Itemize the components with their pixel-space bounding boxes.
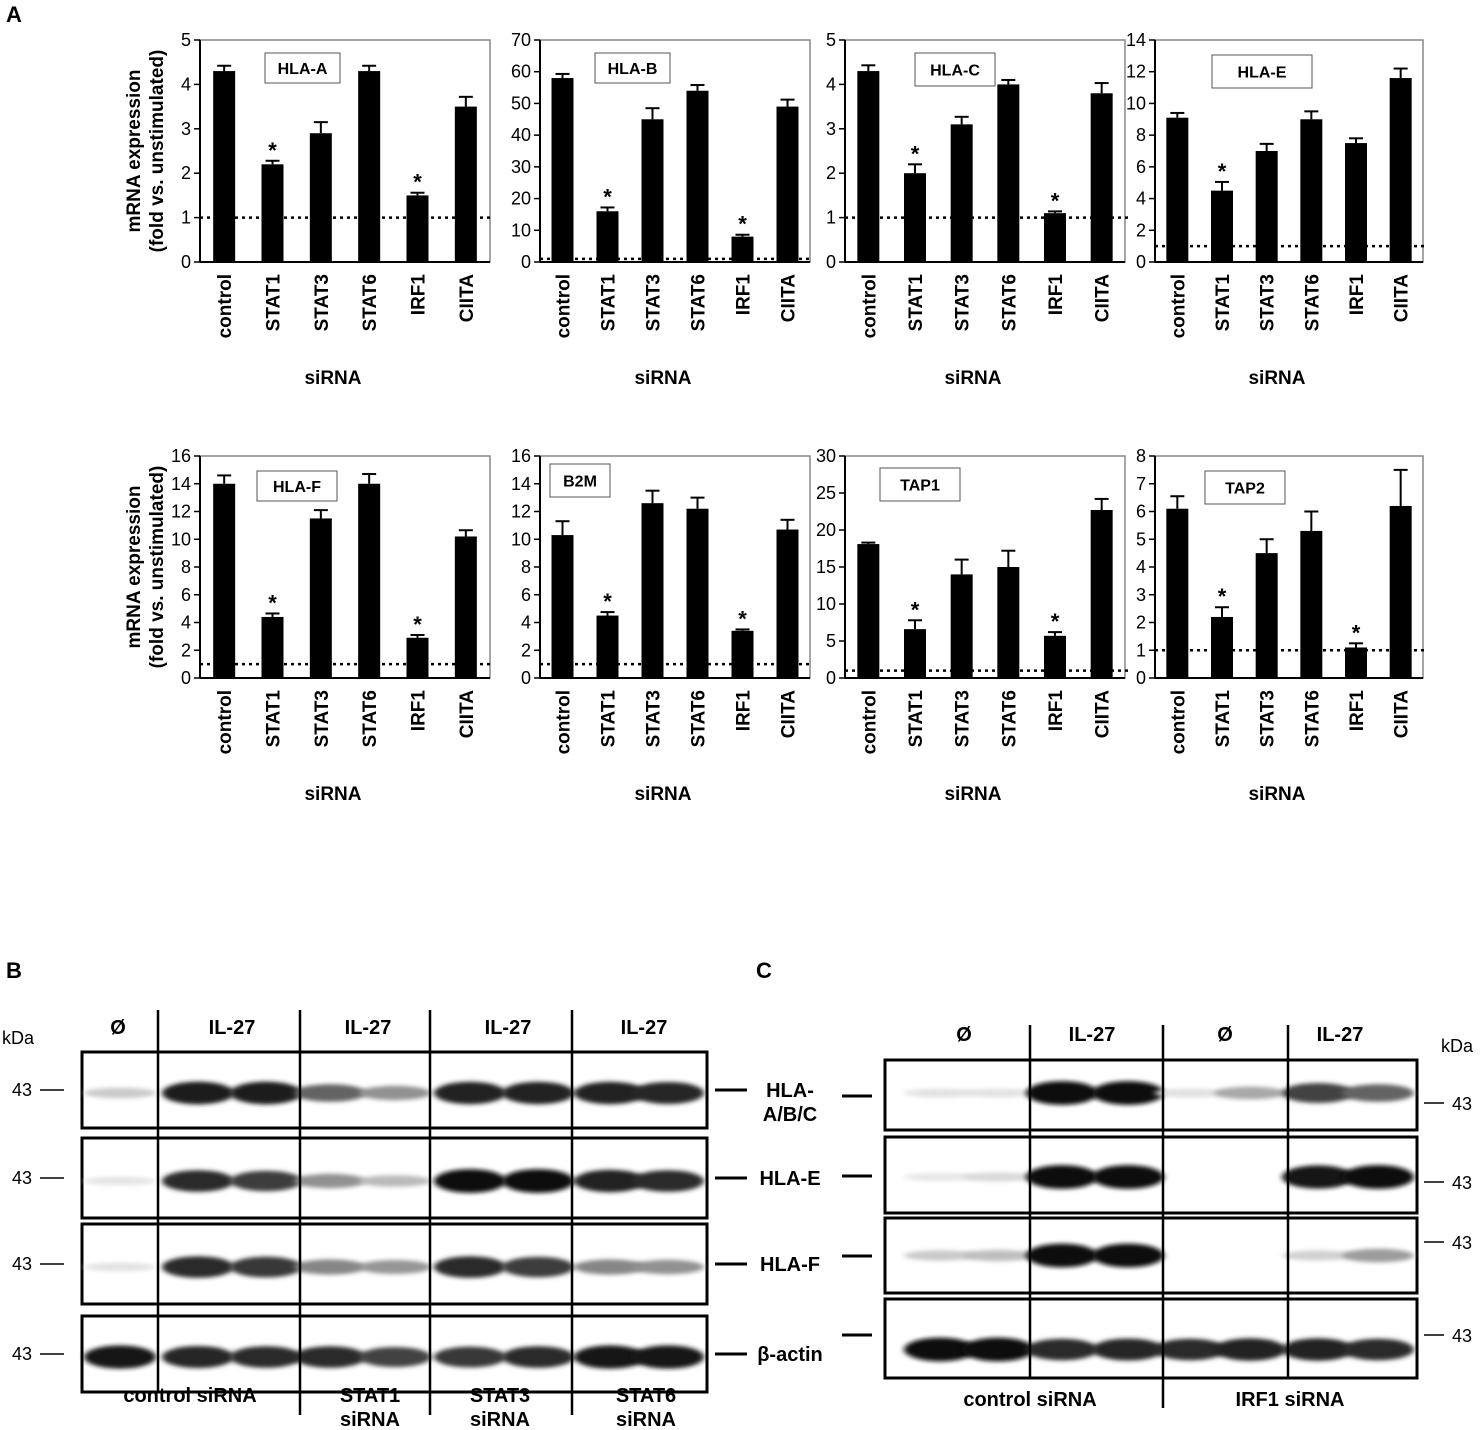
protein-label: A/B/C [762,1104,818,1126]
x-tick-label: control [1168,274,1190,339]
lane-header: IL-27 [208,1017,256,1039]
x-tick-label: control [553,274,575,339]
bar-irf1 [407,195,429,262]
x-tick-label: STAT6 [999,273,1021,332]
marker-label: 43 [11,1168,32,1188]
bar-stat3 [951,574,973,678]
x-tick-label: STAT6 [1302,690,1324,748]
protein-label: HLA- [766,1080,814,1102]
marker-label: 43 [11,1254,32,1274]
y-tick-label: 3 [825,118,836,139]
bar-control [857,544,879,678]
y-tick-label: 12 [510,501,531,522]
x-tick-label: IRF1 [408,690,430,732]
x-tick-label: CIITA [778,274,800,323]
bar-stat3 [1256,553,1278,678]
blot-band [1092,1244,1164,1268]
x-tick-label: STAT1 [906,274,927,332]
x-tick-label: control [859,690,881,755]
bar-stat6 [687,91,709,262]
blot-band [1026,1081,1098,1105]
y-tick-label: 20 [815,520,836,540]
bar-stat1 [262,617,284,678]
bar-ciita [1390,78,1412,262]
western-blot-panel-b [2,1010,823,1430]
group-label: STAT6 [615,1385,677,1407]
lane-header: IL-27 [484,1017,532,1039]
y-tick-label: 15 [815,557,836,577]
group-label: STAT1 [339,1385,401,1407]
x-tick-label: control [1168,690,1190,755]
x-tick-label: IRF1 [1046,274,1067,316]
y-tick-label: 5 [825,631,836,651]
x-tick-label: CIITA [456,274,478,323]
bar-stat3 [310,518,332,678]
chart-b2m [511,446,813,805]
y-tick-label: 0 [520,668,531,688]
bar-stat6 [997,84,1019,262]
blot-band [434,1256,506,1278]
y-tick-label: 10 [510,529,531,550]
bar-irf1 [407,638,429,678]
x-tick-label: STAT1 [1213,274,1234,332]
blot-band [502,1346,574,1368]
significance-marker: * [603,184,612,210]
bar-stat6 [1300,531,1322,678]
y-tick-label: 40 [510,125,531,146]
x-tick-label: CIITA [1391,274,1413,323]
y-tick-label: 16 [170,446,191,466]
group-label: IRF1 siRNA [1235,1389,1345,1411]
y-tick-label: 14 [510,473,531,494]
y-tick-label: 3 [180,118,191,139]
y-tick-label: 5 [1135,529,1146,550]
y-tick-label: 0 [825,252,836,272]
bar-stat1 [1211,617,1233,678]
y-tick-label: 5 [180,30,191,50]
y-tick-label: 10 [1125,93,1146,114]
y-tick-label: 4 [180,74,191,95]
y-tick-label: 0 [520,252,531,272]
x-tick-label: STAT6 [688,690,710,748]
significance-marker: * [1217,158,1227,184]
lane-header: IL-27 [344,1017,392,1039]
bar-irf1 [1044,213,1066,262]
y-tick-label: 4 [520,612,531,633]
x-axis-label: siRNA [1248,784,1306,805]
marker-label: 43 [1452,1173,1473,1193]
group-label: siRNA [615,1409,677,1430]
blot-band [359,1086,431,1100]
bar-stat3 [310,133,332,262]
bar-stat1 [597,616,619,678]
panel-label-b: B [6,958,22,983]
x-axis-label: siRNA [944,784,1002,805]
blot-band [359,1260,431,1274]
y-tick-label: 14 [1125,30,1146,50]
x-tick-label: IRF1 [1347,690,1368,732]
bar-irf1 [1345,647,1367,678]
bar-control [213,71,235,262]
blot-band [359,1175,431,1187]
significance-marker: * [738,211,747,237]
x-tick-label: STAT3 [1257,690,1279,748]
chart-hla-b [511,30,813,389]
significance-marker: * [910,141,920,167]
marker-label: 43 [11,1344,32,1364]
blot-band [1092,1338,1164,1360]
chart-title: HLA-B [607,61,658,78]
x-tick-label: STAT1 [263,274,285,332]
bar-irf1 [1345,143,1367,262]
blot-band [294,1259,366,1274]
panel-label-c: C [756,958,772,983]
group-label: control siRNA [123,1385,257,1407]
y-tick-label: 10 [815,594,836,614]
plot-frame [200,456,490,678]
blot-band [1092,1165,1164,1189]
y-tick-label: 6 [520,584,531,605]
chart-title: TAP2 [1225,480,1265,498]
bar-control [552,535,574,678]
blot-band [434,1169,506,1193]
blot-band [434,1347,506,1368]
significance-marker: * [413,169,422,195]
lane-header: IL-27 [1068,1024,1116,1046]
blot-band [230,1257,302,1278]
x-tick-label: STAT3 [643,274,665,332]
y-tick-label: 0 [1135,668,1146,688]
y-tick-label: 20 [510,188,531,209]
y-tick-label: 2 [520,640,531,661]
bar-control [213,484,235,678]
y-tick-label: 0 [825,668,836,688]
y-tick-label: 8 [180,557,191,577]
blot-band [230,1346,302,1368]
significance-marker: * [413,611,422,637]
x-tick-label: STAT1 [906,690,927,748]
bar-ciita [777,107,799,262]
x-tick-label: STAT1 [598,274,620,332]
bar-stat3 [642,119,664,262]
blot-band [1092,1081,1164,1105]
blot-band [1214,1338,1286,1360]
significance-marker: * [268,137,277,163]
chart-title: HLA-F [273,479,321,496]
x-tick-label: IRF1 [733,690,755,732]
bar-stat6 [687,509,709,678]
y-tick-label: 70 [510,30,531,50]
group-label: STAT3 [469,1385,531,1407]
x-tick-label: IRF1 [1046,690,1067,732]
y-tick-label: 8 [520,557,531,577]
bar-control [1166,118,1188,262]
bar-ciita [455,536,477,678]
blot-band [1026,1165,1098,1189]
lane-header: IL-27 [620,1017,668,1039]
chart-title: TAP1 [900,477,940,495]
bar-ciita [1091,93,1113,262]
lane-header: IL-27 [1316,1024,1364,1046]
blot-band [294,1084,366,1102]
blot-band [84,1345,156,1368]
blot-band [502,1169,574,1193]
blot-band [962,1250,1034,1261]
bar-ciita [777,530,799,678]
y-tick-label: 4 [825,74,836,95]
chart-title: HLA-A [277,61,328,78]
kda-label: kDa [1441,1036,1474,1056]
blot-band [632,1170,704,1192]
plot-frame [200,40,490,262]
x-axis-label: siRNA [304,368,362,389]
blot-row [885,1299,1417,1378]
lane-header: Ø [1217,1024,1233,1046]
chart-title: B2M [563,473,597,491]
y-tick-label: 4 [180,612,191,633]
chart-tap2 [1136,446,1426,805]
x-tick-label: STAT6 [1302,274,1324,332]
significance-marker: * [1351,620,1361,646]
x-axis-label: siRNA [634,784,692,805]
significance-marker: * [738,606,747,632]
chart-hla-e [1126,30,1426,389]
y-tick-label: 12 [1125,61,1146,82]
blot-band [84,1088,156,1098]
x-tick-label: CIITA [456,690,478,739]
blot-band [434,1082,506,1104]
y-tick-label: 0 [1135,252,1146,272]
blot-band [162,1082,234,1105]
blot-band [502,1082,574,1104]
y-tick-label: 1 [825,207,836,228]
blot-band [294,1346,366,1368]
y-tick-label: 0 [180,668,191,688]
bar-stat6 [358,71,380,262]
x-axis-label: siRNA [1248,368,1306,389]
bar-stat6 [1300,119,1322,262]
x-tick-label: STAT3 [952,274,974,332]
y-axis-label-line1: mRNA expression [124,69,145,233]
x-tick-label: STAT3 [643,690,665,748]
y-tick-label: 25 [815,483,836,503]
x-tick-label: STAT3 [952,690,974,748]
chart-hla-f [124,446,493,805]
x-tick-label: STAT1 [598,690,620,748]
x-tick-label: IRF1 [1347,274,1368,316]
y-tick-label: 3 [1135,584,1146,605]
y-tick-label: 7 [1135,473,1146,494]
y-tick-label: 8 [1135,446,1146,466]
bar-charts-panel-a [124,30,1426,805]
x-axis-label: siRNA [944,368,1002,389]
marker-label: 43 [11,1080,32,1100]
blot-band [84,1177,156,1185]
significance-marker: * [1050,188,1060,214]
chart-hla-c [826,30,1128,389]
group-label: control siRNA [963,1389,1097,1411]
significance-marker: * [910,597,920,623]
blot-band [230,1082,302,1105]
x-tick-label: CIITA [778,690,800,739]
marker-label: 43 [1452,1233,1473,1253]
blot-band [162,1170,234,1192]
y-tick-label: 6 [1135,501,1146,522]
blot-band [162,1346,234,1368]
y-tick-label: 1 [180,207,191,228]
blot-band [632,1260,704,1274]
y-tick-label: 2 [180,163,191,184]
y-tick-label: 8 [1135,125,1146,146]
blot-band [230,1171,302,1191]
group-label: siRNA [339,1409,401,1430]
y-tick-label: 2 [1135,612,1146,633]
bar-control [552,78,574,262]
significance-marker: * [603,589,612,615]
y-tick-label: 5 [825,30,836,50]
y-tick-label: 12 [170,501,191,522]
bar-stat1 [262,164,284,262]
y-tick-label: 30 [815,446,836,466]
plot-frame [540,40,810,262]
y-tick-label: 2 [1135,220,1146,241]
significance-marker: * [268,590,277,616]
protein-label: HLA-F [760,1254,820,1276]
blot-band [359,1347,431,1367]
lane-header: Ø [956,1024,972,1046]
x-tick-label: STAT6 [999,689,1021,748]
y-tick-label: 10 [170,529,191,550]
panel-label-a: A [6,2,22,27]
blot-band [962,1089,1034,1098]
x-tick-label: STAT6 [360,274,382,332]
blot-band [162,1256,234,1278]
y-tick-label: 10 [510,220,531,241]
y-tick-label: 2 [825,163,836,184]
x-tick-label: STAT1 [1213,690,1234,748]
protein-label: HLA-E [759,1168,821,1190]
chart-title: HLA-E [1237,64,1287,82]
bar-stat6 [997,567,1019,678]
x-tick-label: STAT1 [263,690,285,748]
marker-label: 43 [1452,1094,1473,1114]
x-axis-label: siRNA [304,784,362,805]
blot-band [502,1257,574,1277]
blot-band [962,1172,1034,1181]
y-tick-label: 1 [1135,640,1146,661]
bar-stat3 [951,124,973,262]
y-tick-label: 4 [1135,557,1146,577]
y-tick-label: 50 [510,93,531,114]
y-axis-label-line2: (fold vs. unstimulated) [147,49,168,253]
x-tick-label: control [859,274,881,339]
y-tick-label: 0 [180,252,191,272]
blot-band [1342,1084,1414,1102]
blot-band [1342,1165,1414,1189]
group-label: siRNA [469,1409,531,1430]
blot-band [1214,1087,1286,1100]
blot-band [962,1338,1034,1362]
y-tick-label: 14 [170,473,191,494]
x-tick-label: STAT3 [311,690,333,748]
lane-header: Ø [110,1017,126,1039]
blot-band [1342,1249,1414,1263]
bar-stat3 [642,503,664,678]
y-tick-label: 2 [180,640,191,661]
significance-marker: * [1217,584,1227,610]
x-tick-label: control [215,690,237,755]
marker-label: 43 [1452,1326,1473,1346]
chart-tap1 [816,446,1128,805]
x-tick-label: IRF1 [408,274,430,316]
y-tick-label: 60 [510,61,531,82]
chart-title: HLA-C [930,62,980,80]
y-axis-label-line2: (fold vs. unstimulated) [147,465,168,669]
bar-control [857,71,879,262]
blot-band [632,1082,704,1104]
bar-ciita [1390,506,1412,678]
bar-stat6 [358,484,380,678]
y-tick-label: 30 [510,156,531,177]
x-axis-label: siRNA [634,368,692,389]
bar-irf1 [732,631,754,678]
bar-ciita [1091,510,1113,678]
blot-band [632,1345,704,1368]
x-tick-label: STAT6 [688,274,710,332]
x-tick-label: control [553,690,575,755]
plot-frame [1155,456,1423,678]
blot-band [1342,1339,1414,1361]
chart-hla-a [124,30,493,389]
blot-band [1026,1244,1098,1268]
x-tick-label: CIITA [1092,690,1114,739]
bar-stat1 [1211,191,1233,262]
x-tick-label: STAT3 [311,274,333,332]
x-tick-label: CIITA [1391,690,1413,739]
x-tick-label: IRF1 [733,274,755,316]
blot-band [84,1263,156,1272]
x-tick-label: STAT6 [360,690,382,748]
bar-control [1166,509,1188,678]
x-tick-label: STAT3 [1257,274,1279,332]
x-tick-label: CIITA [1092,274,1114,323]
y-axis-label-line1: mRNA expression [124,485,145,649]
y-tick-label: 4 [1135,188,1146,209]
kda-label: kDa [2,1028,35,1048]
bar-ciita [455,107,477,262]
blot-band [294,1174,366,1188]
y-tick-label: 6 [1135,156,1146,177]
bar-stat1 [597,211,619,262]
x-tick-label: control [215,274,237,339]
significance-marker: * [1050,609,1060,635]
protein-label: β-actin [757,1344,823,1366]
western-blot-panel-c [842,1024,1474,1411]
y-tick-label: 16 [510,446,531,466]
blot-band [1026,1339,1098,1361]
y-tick-label: 6 [180,584,191,605]
